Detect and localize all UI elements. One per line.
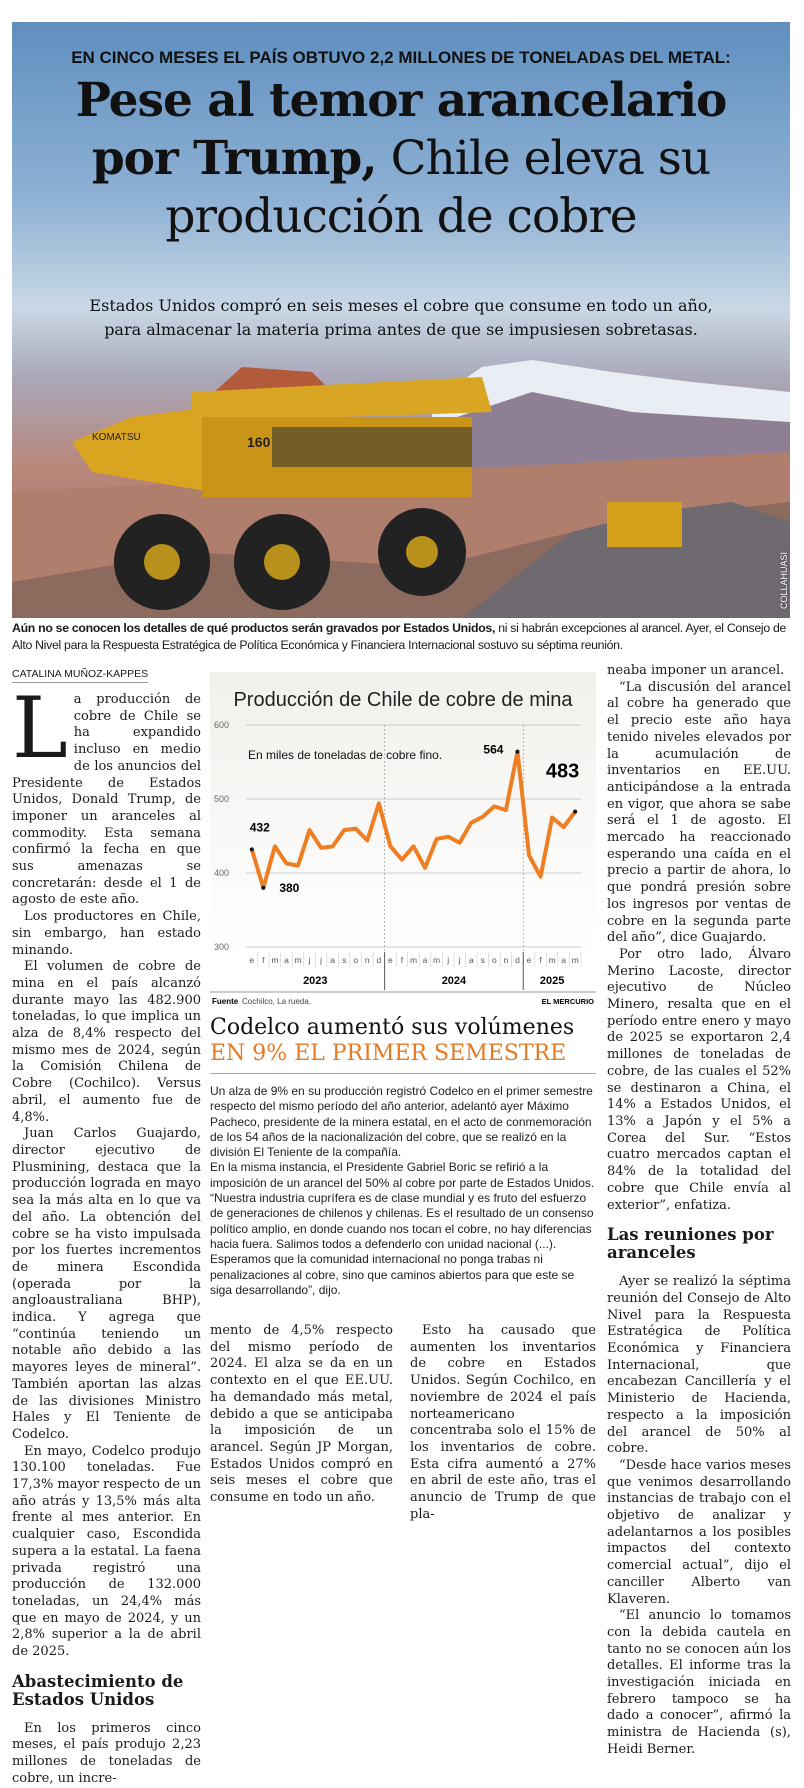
x-tick-label: s: [481, 955, 485, 965]
x-tick-label: f: [262, 955, 265, 965]
year-label: 2024: [442, 975, 467, 987]
data-label: 483: [546, 761, 579, 783]
x-tick-label: a: [284, 955, 289, 965]
subheading: Las reuniones por aranceles: [607, 1226, 791, 1262]
headline-line-3: producción de cobre: [165, 189, 636, 244]
x-tick-label: a: [423, 955, 428, 965]
y-tick-label: 500: [214, 794, 229, 804]
photo-credit: COLLAHUASI: [779, 552, 789, 609]
x-tick-label: o: [492, 955, 497, 965]
x-tick-label: m: [410, 955, 417, 965]
headline: [12, 72, 790, 246]
x-tick-label: j: [446, 955, 449, 965]
paragraph: El volumen de cobre de mina en el país alcanzó durante mayo las 482.900 toneladas, lo que implica un alza de 8,4% respecto del mismo mes de 2024, según la Comisión Chilena de Cobre (Cochilco). Versus abril, el aumento fue de 4,8%.: [12, 959, 201, 1126]
paragraph: Por otro lado, Álvaro Merino Lacoste, director ejecutivo de Núcleo Minero, resalta que en el período entre enero y mayo de 2025 se exportaron 2,4 millones de toneladas de cobre, de las cuales el 52% se destinaron a China, el 14% a Estados Unidos, el 13% a Japón y el 5% a Corea del Sur. “Estos cuatro mercados captan el 84% de la totalidad del cobre que Chile envía al exterior”, enfatiza.: [607, 947, 791, 1214]
production-chart: [210, 672, 596, 1007]
x-tick-label: j: [458, 955, 461, 965]
y-tick-label: 300: [214, 942, 229, 952]
paragraph: Un alza de 9% en su producción registró Codelco en el primer semestre respecto del mismo período del año anterior, adelantó ayer Máximo Pacheco, presidente de la minera estatal, en el acto de conmemoración de los 54 años de la nacionalización del cobre, que se realizó en la división El Teniente de la compañía.: [210, 1084, 596, 1160]
kicker: EN CINCO MESES EL PAÍS OBTUVO 2,2 MILLONES DE TONELADAS DEL METAL:: [12, 48, 790, 68]
paragraph: Ayer se realizó la séptima reunión del Consejo de Alto Nivel para la Respuesta Estratégica de Política Económica y Financiera Internacional, que encabezan Cancillería y el Ministerio de Hacienda, respecto a la imposición del arancel de 50% al cobre.: [607, 1274, 791, 1458]
data-label: 564: [483, 743, 503, 757]
x-tick-label: o: [353, 955, 358, 965]
x-tick-label: n: [365, 955, 370, 965]
paragraph: Juan Carlos Guajardo, director ejecutivo de Plusmining, destaca que la producción lograda en mayo sea la más alta en lo que va del año. La obtención del cobre se ha visto impulsada por los fuertes incrementos de minera Escondida (operada por la angloaustraliana BHP), indica. Y agrega que “continúa teniendo un notable año debido a las mayores leyes de mineral”. También aportan las alzas de las divisiones Ministro Hales y El Teniente de Codelco.: [12, 1126, 201, 1443]
x-tick-label: a: [330, 955, 335, 965]
chart-title: Producción de Chile de cobre de mina: [233, 689, 573, 711]
photo-caption: [12, 620, 792, 654]
caption-text: ni si habrán excepciones al arancel. Ayer, el Consejo de Alto Nivel para la Respuesta Estratégica de Política Económica y Financiera Internacional sostuvo su séptima reunión.: [12, 621, 786, 652]
paragraph: En mayo, Codelco produjo 130.100 toneladas. Fue 17,3% mayor respecto de un año atrás y 13,5% más alta frente al mes anterior. En cualquier caso, Escondida supera a la estatal. La faena privada registró una producción de 132.000 toneladas, un 24,4% más que en mayo de 2024, y un 2,8% superior a la de abril de 2025.: [12, 1444, 201, 1661]
subtitle-line-2: para almacenar la materia prima antes de que se impusiesen sobretasas.: [12, 318, 790, 342]
label-marker: [573, 810, 577, 814]
paragraph: neaba imponer un arancel.: [607, 663, 791, 680]
paragraph: Los productores en Chile, sin embargo, han estado minando.: [12, 909, 201, 959]
label-marker: [515, 750, 519, 754]
paragraph: “El anuncio lo tomamos con la debida cautela en tanto no se conocen aún los detalles. El informe tras la investigación iniciada en febrero tampoco se ha dado a conocer”, afirmó la ministra de Hacienda (s), Heidi Berner.: [607, 1608, 791, 1758]
truck-number: 160: [247, 434, 271, 450]
paragraph: Esto ha causado que aumenten los inventarios de cobre en Estados Unidos. Según Cochilco, en noviembre de 2024 el país norteamericano concentraba solo el 15% de los inventarios de cobre. Esta cifra aumentó a 27% en abril de este año, tras el anuncio de Trump de que pla-: [410, 1323, 596, 1523]
x-tick-label: e: [249, 955, 254, 965]
x-tick-label: m: [433, 955, 440, 965]
y-tick-label: 400: [214, 868, 229, 878]
year-label: 2023: [303, 975, 327, 987]
source-label: Fuente: [212, 997, 239, 1006]
source-text: Cochilco, La rueda.: [242, 997, 311, 1006]
subtitle-line-1: Estados Unidos compró en seis meses el cobre que consume en todo un año,: [12, 294, 790, 318]
x-tick-label: m: [549, 955, 556, 965]
subheading: Abastecimiento de Estados Unidos: [12, 1673, 201, 1709]
x-tick-label: a: [469, 955, 474, 965]
x-tick-label: d: [515, 955, 520, 965]
x-tick-label: a: [561, 955, 566, 965]
paragraph: “La discusión del arancel al cobre ha generado que el precio este año haya tenido niveles elevados por la acumulación de inventarios en EE.UU. anticipándose a la entrada en vigor, que ahora se sabe será el 1 de agosto. El mercado ha reaccionado esperando una caída en el precio a partir de ahora, lo que pondrá presión sobre los ingresos por ventas de cobre en la segunda parte del año”, dice Guajardo.: [607, 680, 791, 947]
paragraph: “Desde hace varios meses que venimos desarrollando instancias de trabajo con el objetivo de analizar y adelantarnos a los posibles impactos del contexto comercial actual”, dijo el canciller Alberto van Klaveren.: [607, 1458, 791, 1608]
column-2: [210, 1323, 393, 1507]
box-subtitle: EN 9% EL PRIMER SEMESTRE: [210, 1041, 596, 1074]
headline-line-2-bold: por Trump,: [92, 131, 377, 186]
chart-note: En miles de toneladas de cobre fino.: [248, 748, 442, 762]
x-tick-label: f: [539, 955, 542, 965]
x-tick-label: f: [401, 955, 404, 965]
x-tick-label: m: [294, 955, 301, 965]
x-tick-label: e: [527, 955, 532, 965]
chart-svg: [210, 672, 596, 1007]
x-tick-label: e: [388, 955, 393, 965]
x-tick-label: m: [271, 955, 278, 965]
paragraph: En los primeros cinco meses, el país produjo 2,23 millones de toneladas de cobre, un incre-: [12, 1721, 201, 1788]
x-tick-label: m: [572, 955, 579, 965]
x-tick-label: d: [376, 955, 381, 965]
x-tick-label: j: [308, 955, 311, 965]
truck-brand: KOMATSU: [92, 432, 141, 443]
paragraph: mento de 4,5% respecto del mismo período de 2024. El alza se da en un contexto en el que EE.UU. ha demandado más metal, debido a que se anticipaba la imposición de un arancel. Según JP Morgan, Estados Unidos compró en seis meses el cobre que consume en todo un año.: [210, 1323, 393, 1507]
column-4: [607, 663, 791, 1759]
production-line: [252, 752, 575, 888]
byline: CATALINA MUÑOZ-KAPPES: [12, 668, 148, 683]
x-tick-label: n: [504, 955, 509, 965]
data-label: 432: [250, 820, 270, 834]
label-marker: [261, 886, 265, 890]
headline-line-1: Pese al temor arancelario: [76, 73, 727, 128]
paragraph: En la misma instancia, el Presidente Gabriel Boric se refirió a la imposición de un arancel del 50% al cobre por parte de Estados Unidos. “Nuestra industria cuprífera es de clase mundial y es fruto del esfuerzo de generaciones de chilenos y chilenas. Es el resultado de un consenso político amplio, en donde cuando nos tocan el cobre, no hay diferencias hacia fuera. Salimos todos a defenderlo con unidad nacional (...). Esperamos que la comunidad internacional no ponga trabas ni penalizaciones al cobre, sino que caminos abiertos para que este se siga desarrollando”, dijo.: [210, 1160, 596, 1298]
publisher-label: EL MERCURIO: [542, 997, 595, 1006]
subtitle: [12, 294, 790, 342]
column-3: [410, 1323, 596, 1523]
label-marker: [250, 847, 254, 851]
x-tick-label: j: [319, 955, 322, 965]
drop-cap: L: [12, 696, 68, 760]
caption-bold: Aún no se conocen los detalles de qué productos serán gravados por Estados Unidos,: [12, 621, 495, 635]
box-title: Codelco aumentó sus volúmenes: [210, 1015, 596, 1041]
x-tick-label: s: [342, 955, 346, 965]
codelco-box: [210, 1015, 596, 1298]
column-1: [12, 692, 201, 1788]
year-label: 2025: [540, 975, 564, 987]
y-tick-label: 600: [214, 720, 229, 730]
hero-photo: [12, 22, 790, 618]
headline-line-2: Chile eleva su: [391, 131, 711, 186]
data-label: 380: [279, 881, 299, 895]
paragraph: a producción de cobre de Chile se ha expandido incluso en medio de los anuncios del Presidente de Estados Unidos, Donald Trump, de imponer un aranceles al commodity. Esta semana confirmó la fecha en que sus amenazas se concretarán: desde el 1 de agosto de este año.: [12, 692, 201, 907]
